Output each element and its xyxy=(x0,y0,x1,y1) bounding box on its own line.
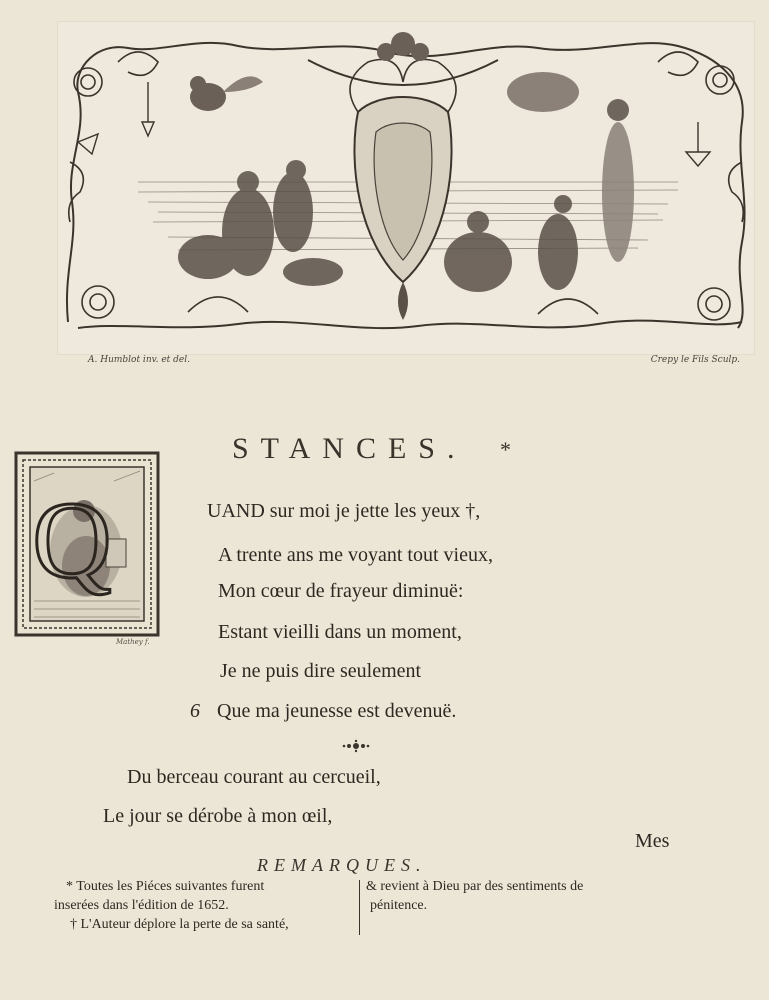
engraving-illustration xyxy=(58,22,754,354)
engraver-credit: Crepy le Fils Sculp. xyxy=(650,355,740,365)
verse-line: UAND sur moi je jette les yeux †, xyxy=(207,500,481,522)
verse-line: Estant vieilli dans un moment, xyxy=(218,621,462,643)
line-number: 6 xyxy=(190,700,200,722)
catchword: Mes xyxy=(635,830,670,852)
remark-note: inserées dans l'édition de 1652. xyxy=(54,898,229,913)
fleuron-ornament xyxy=(340,739,372,753)
dropcap-engraver-credit: Mathey f. xyxy=(116,638,150,646)
remark-note: * Toutes les Piéces suivantes furent xyxy=(66,879,265,894)
verse-line: Je ne puis dire seulement xyxy=(220,660,422,682)
verse-line: Le jour se dérobe à mon œil, xyxy=(103,805,333,827)
remark-note: & revient à Dieu par des sentiments de xyxy=(366,879,584,894)
headpiece-engraving xyxy=(58,22,754,365)
dropcap-engraving xyxy=(14,451,160,637)
dropcap-letter-q xyxy=(14,451,160,637)
dropcap-letter: Q xyxy=(32,479,112,601)
illustrator-credit: A. Humblot inv. et del. xyxy=(88,355,190,365)
remarks-heading: REMARQUES. xyxy=(257,855,427,875)
verse-line: A trente ans me voyant tout vieux, xyxy=(218,544,493,566)
verse-line: Mon cœur de frayeur diminuë: xyxy=(218,580,464,602)
column-divider xyxy=(359,880,360,935)
remark-note: pénitence. xyxy=(370,898,428,913)
title-footnote-mark: * xyxy=(500,437,511,462)
page-title: STANCES. xyxy=(232,432,467,465)
verse-line: Du berceau courant au cercueil, xyxy=(127,766,381,788)
verse-line: Que ma jeunesse est devenuë. xyxy=(217,700,457,722)
remark-note: † L'Auteur déplore la perte de sa santé, xyxy=(70,917,289,932)
